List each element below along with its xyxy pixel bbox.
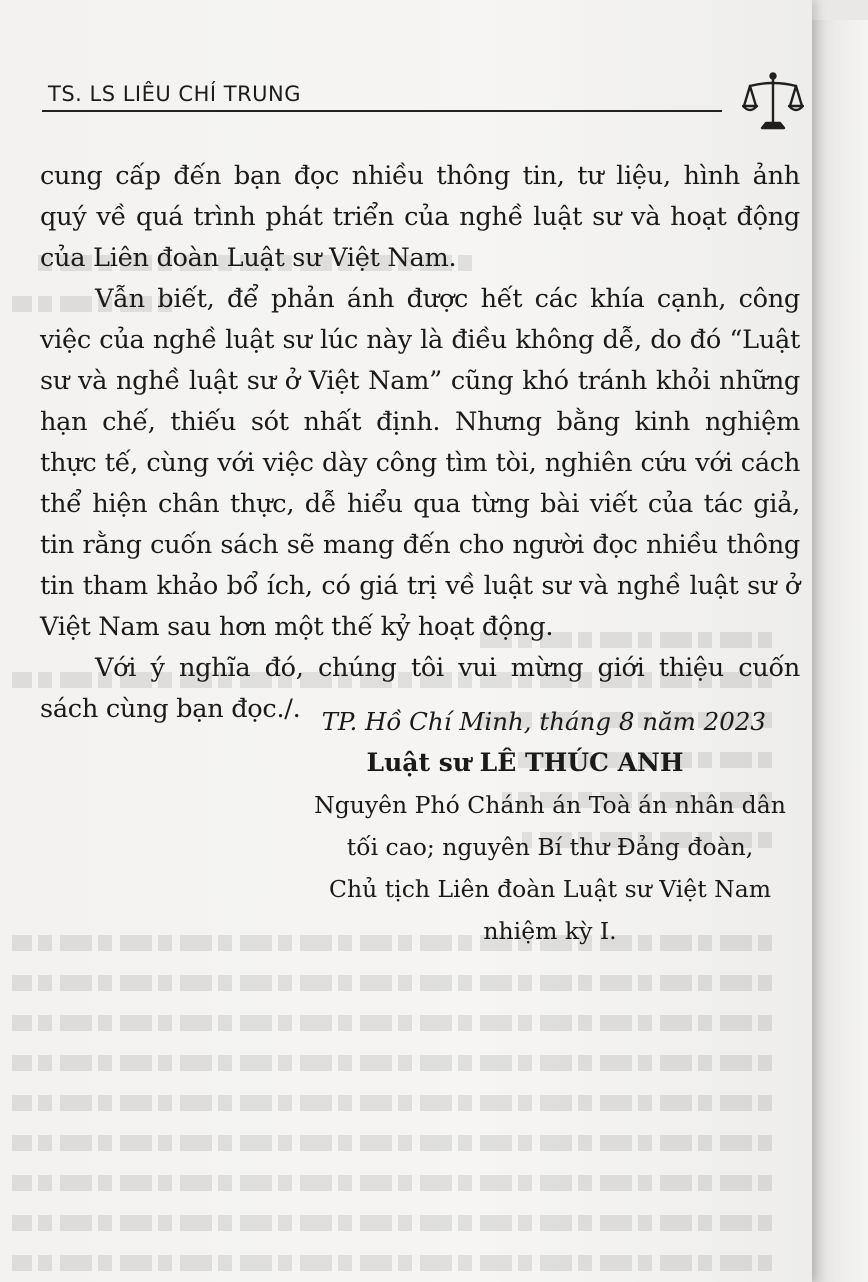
place-date: TP. Hồ Chí Minh, tháng 8 năm 2023 (321, 707, 766, 736)
signer-title-line: Nguyên Phó Chánh án Toà án nhân dân (314, 791, 786, 819)
next-page-edge (812, 20, 868, 1282)
body-text (40, 156, 800, 730)
signer-name: Luật sư LÊ THÚC ANH (366, 748, 684, 777)
paragraph-continuation: cung cấp đến bạn đọc nhiều thông tin, tư liệu, hình ảnh quý về quá trình phát triển của nghề luật sư và hoạt động của Liên đoàn Luật sư Việt Nam. (40, 161, 800, 273)
signer-title-line: Chủ tịch Liên đoàn Luật sư Việt Nam (329, 875, 771, 903)
header-author: TS. LS LIÊU CHÍ TRUNG (48, 82, 302, 106)
paragraph: Vẫn biết, để phản ánh được hết các khía cạnh, công việc của nghề luật sư lúc này là điều không dễ, do đó “Luật sư và nghề luật sư ở Việt Nam” cũng khó tránh khỏi những hạn chế, thiếu sót nhất định. Nhưng bằng kinh nghiệm thực tế, cùng với việc dày công tìm tòi, nghiên cứu với cách thể hiện chân thực, dễ hiểu qua từng bài viết của tác giả, tin rằng cuốn sách sẽ mang đến cho người đọc nhiều thông tin tham khảo bổ ích, có giá trị về luật sư và nghề luật sư ở Việt Nam sau hơn một thế kỷ hoạt động. (40, 284, 800, 642)
signature-block (250, 702, 790, 952)
scales-of-justice-icon (742, 68, 804, 134)
signer-title-line: tối cao; nguyên Bí thư Đảng đoàn, (346, 833, 754, 861)
signer-title-line: nhiệm kỳ I. (483, 917, 617, 945)
running-header (42, 80, 722, 112)
paragraph: Với ý nghĩa đó, chúng tôi vui mừng giới thiệu cuốn sách cùng bạn đọc./. (40, 653, 800, 724)
